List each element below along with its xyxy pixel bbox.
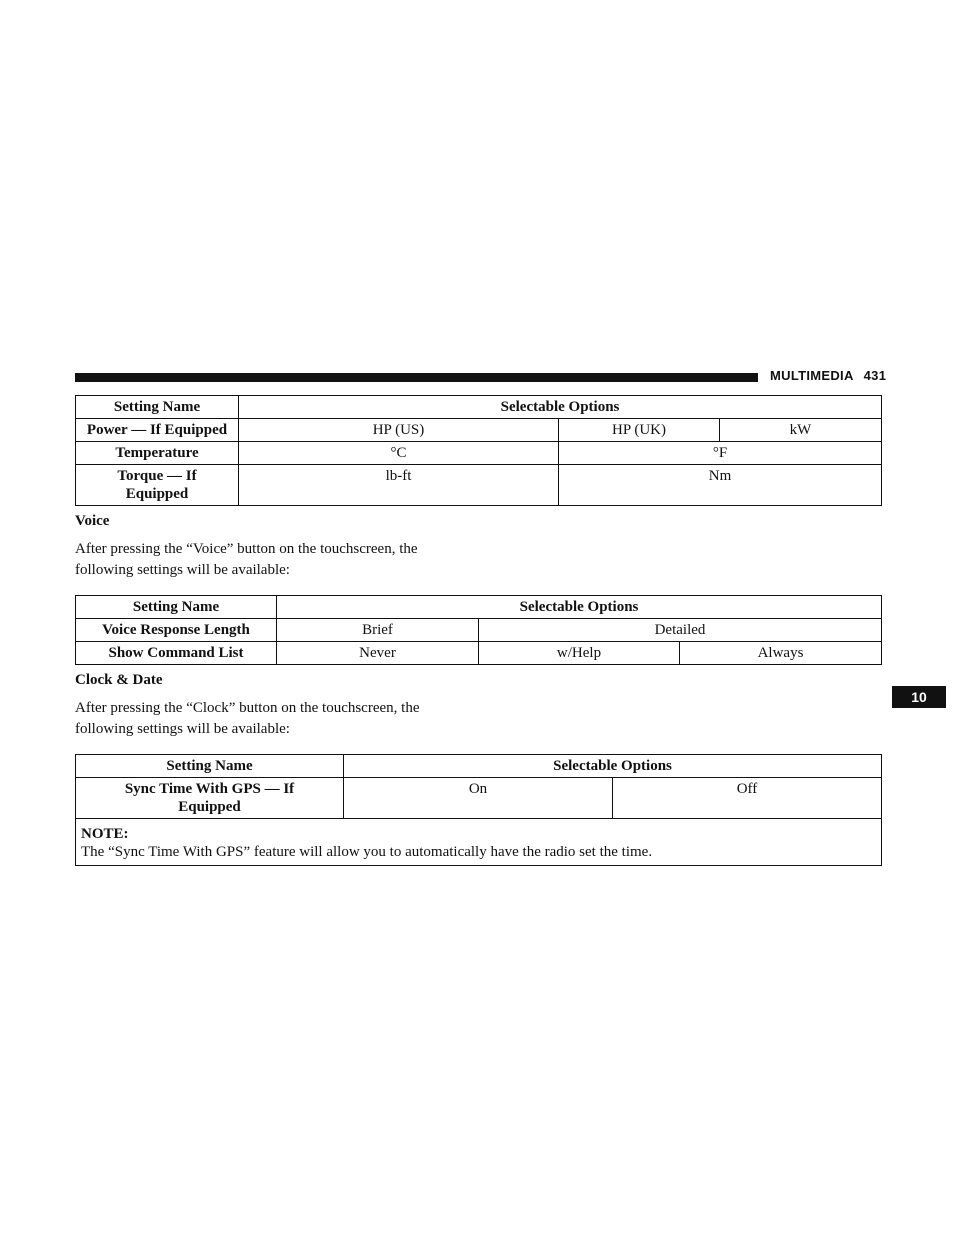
clock-intro xyxy=(75,698,475,740)
table-row xyxy=(76,442,882,465)
option-cell: °F xyxy=(559,442,882,465)
table-row xyxy=(76,642,882,665)
note-row xyxy=(76,819,882,866)
col-header-selectable-options: Selectable Options xyxy=(239,396,882,419)
table-row xyxy=(76,465,882,506)
units-settings-table xyxy=(75,395,882,506)
table-header-row xyxy=(76,596,882,619)
chapter-tab: 10 xyxy=(892,686,946,708)
col-header-setting-name: Setting Name xyxy=(76,596,277,619)
option-cell: Always xyxy=(680,642,882,665)
voice-settings-table xyxy=(75,595,882,665)
clock-heading: Clock & Date xyxy=(75,672,163,688)
col-header-setting-name: Setting Name xyxy=(76,396,239,419)
voice-intro xyxy=(75,539,475,581)
col-header-setting-name: Setting Name xyxy=(76,755,344,778)
table-row xyxy=(76,778,882,819)
running-header xyxy=(770,368,886,383)
setting-name-cell: Temperature xyxy=(76,442,239,465)
table-header-row xyxy=(76,396,882,419)
clock-settings-table xyxy=(75,754,882,866)
note-label: NOTE: xyxy=(81,826,129,842)
table-row xyxy=(76,419,882,442)
setting-name-cell: Sync Time With GPS — If Equipped xyxy=(76,778,344,819)
setting-name-cell: Power — If Equipped xyxy=(76,419,239,442)
note-cell xyxy=(76,819,882,866)
page-number: 431 xyxy=(863,368,887,383)
option-cell: Never xyxy=(277,642,479,665)
voice-intro-line-2: following settings will be available: xyxy=(75,562,290,578)
option-cell: °C xyxy=(239,442,559,465)
clock-intro-line-1: After pressing the “Clock” button on the touchscreen, the xyxy=(75,700,420,716)
setting-name-cell: Torque — If Equipped xyxy=(76,465,239,506)
table-row xyxy=(76,619,882,642)
col-header-selectable-options: Selectable Options xyxy=(277,596,882,619)
clock-intro-line-2: following settings will be available: xyxy=(75,721,290,737)
option-cell: HP (US) xyxy=(239,419,559,442)
voice-intro-line-1: After pressing the “Voice” button on the touchscreen, the xyxy=(75,541,418,557)
voice-heading: Voice xyxy=(75,513,110,529)
option-cell: w/Help xyxy=(479,642,680,665)
option-cell: On xyxy=(344,778,613,819)
option-cell: Off xyxy=(613,778,882,819)
setting-name-cell: Voice Response Length xyxy=(76,619,277,642)
table-header-row xyxy=(76,755,882,778)
option-cell: lb-ft xyxy=(239,465,559,506)
section-title: MULTIMEDIA xyxy=(770,368,854,383)
option-cell: HP (UK) xyxy=(559,419,720,442)
option-cell: Nm xyxy=(559,465,882,506)
option-cell: Detailed xyxy=(479,619,882,642)
option-cell: Brief xyxy=(277,619,479,642)
setting-name-cell: Show Command List xyxy=(76,642,277,665)
option-cell: kW xyxy=(720,419,882,442)
header-rule xyxy=(75,373,758,382)
note-text: The “Sync Time With GPS” feature will allow you to automatically have the radio set the time. xyxy=(81,844,653,860)
col-header-selectable-options: Selectable Options xyxy=(344,755,882,778)
